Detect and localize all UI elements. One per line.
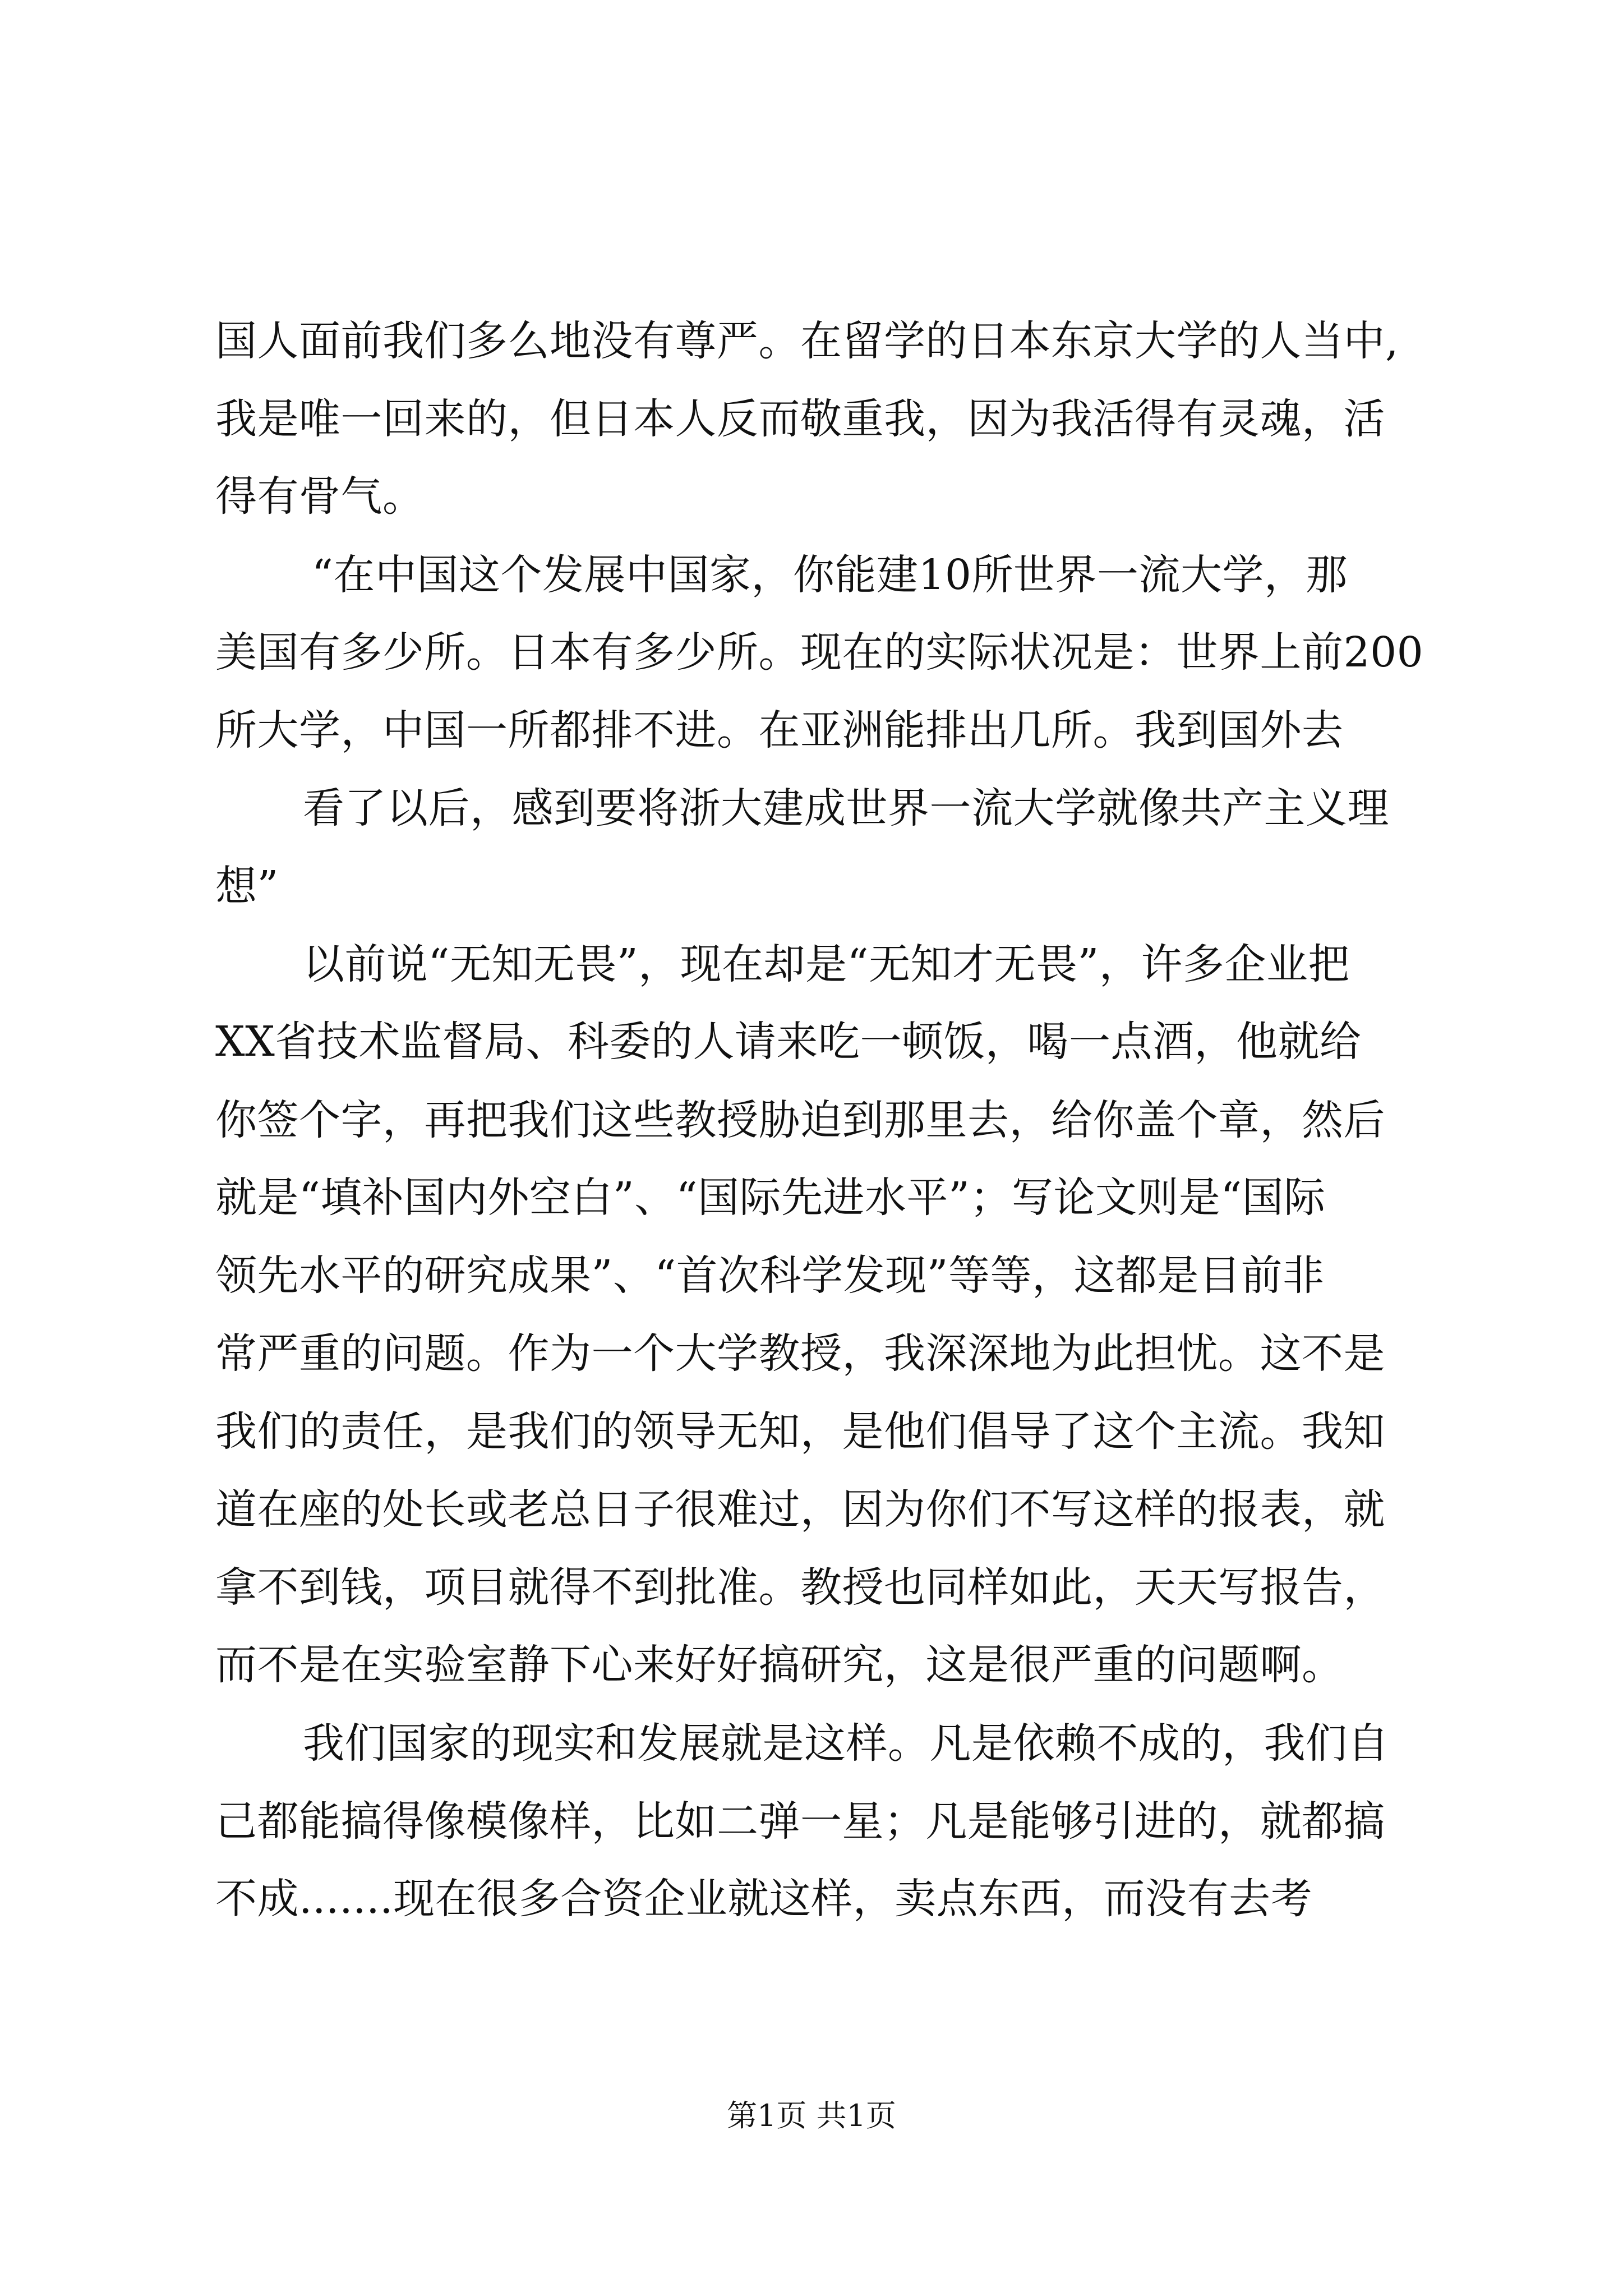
text-line: 看了以后，感到要将浙大建成世界一流大学就像共产主义理 [303, 784, 1389, 832]
text-line: 我们国家的现实和发展就是这样。凡是依赖不成的，我们自 [303, 1719, 1389, 1768]
text-line: 以前说“无知无畏”，现在却是“无知才无畏”，许多企业把 [303, 940, 1350, 988]
text-line: “在中国这个发展中国家，你能建10所世界一流大学，那 [312, 551, 1348, 599]
text-line: 常严重的问题。作为一个大学教授，我深深地为此担忧。这不是 [215, 1329, 1385, 1378]
text-line: 拿不到钱，项目就得不到批准。教授也同样如此，天天写报告， [215, 1563, 1385, 1612]
text-line: 而不是在实验室静下心来好好搞研究，这是很严重的问题啊。 [215, 1641, 1344, 1689]
text-line: 己都能搞得像模像样，比如二弹一星；凡是能够引进的，就都搞 [215, 1797, 1385, 1846]
page-footer: 第1页 共1页 [727, 2098, 896, 2133]
text-line: XX省技术监督局、科委的人请来吃一顿饭，喝一点酒，他就给 [215, 1018, 1362, 1066]
text-line: 道在座的处长或老总日子很难过，因为你们不写这样的报表，就 [215, 1485, 1385, 1534]
text-line: 我们的责任，是我们的领导无知，是他们倡导了这个主流。我知 [215, 1407, 1385, 1456]
text-line: 不成.......现在很多合资企业就这样，卖点东西，而没有去考 [215, 1875, 1313, 1923]
text-line: 国人面前我们多么地没有尊严。在留学的日本东京大学的人当中, [215, 317, 1399, 365]
text-line: 就是“填补国内外空白”、“国际先进水平”；写论文则是“国际 [215, 1174, 1326, 1222]
text-line: 领先水平的研究成果”、“首次科学发现”等等，这都是目前非 [215, 1251, 1325, 1300]
text-line: 你签个字，再把我们这些教授胁迫到那里去，给你盖个章，然后 [215, 1096, 1385, 1144]
text-line: 得有骨气。 [215, 472, 425, 521]
text-line: 所大学，中国一所都排不进。在亚洲能排出几所。我到国外去 [215, 706, 1344, 754]
text-line: 我是唯一回来的，但日本人反而敬重我，因为我活得有灵魂，活 [215, 395, 1385, 443]
text-line: 想” [215, 862, 279, 910]
text-line: 美国有多少所。日本有多少所。现在的实际状况是：世界上前200 [215, 628, 1424, 677]
